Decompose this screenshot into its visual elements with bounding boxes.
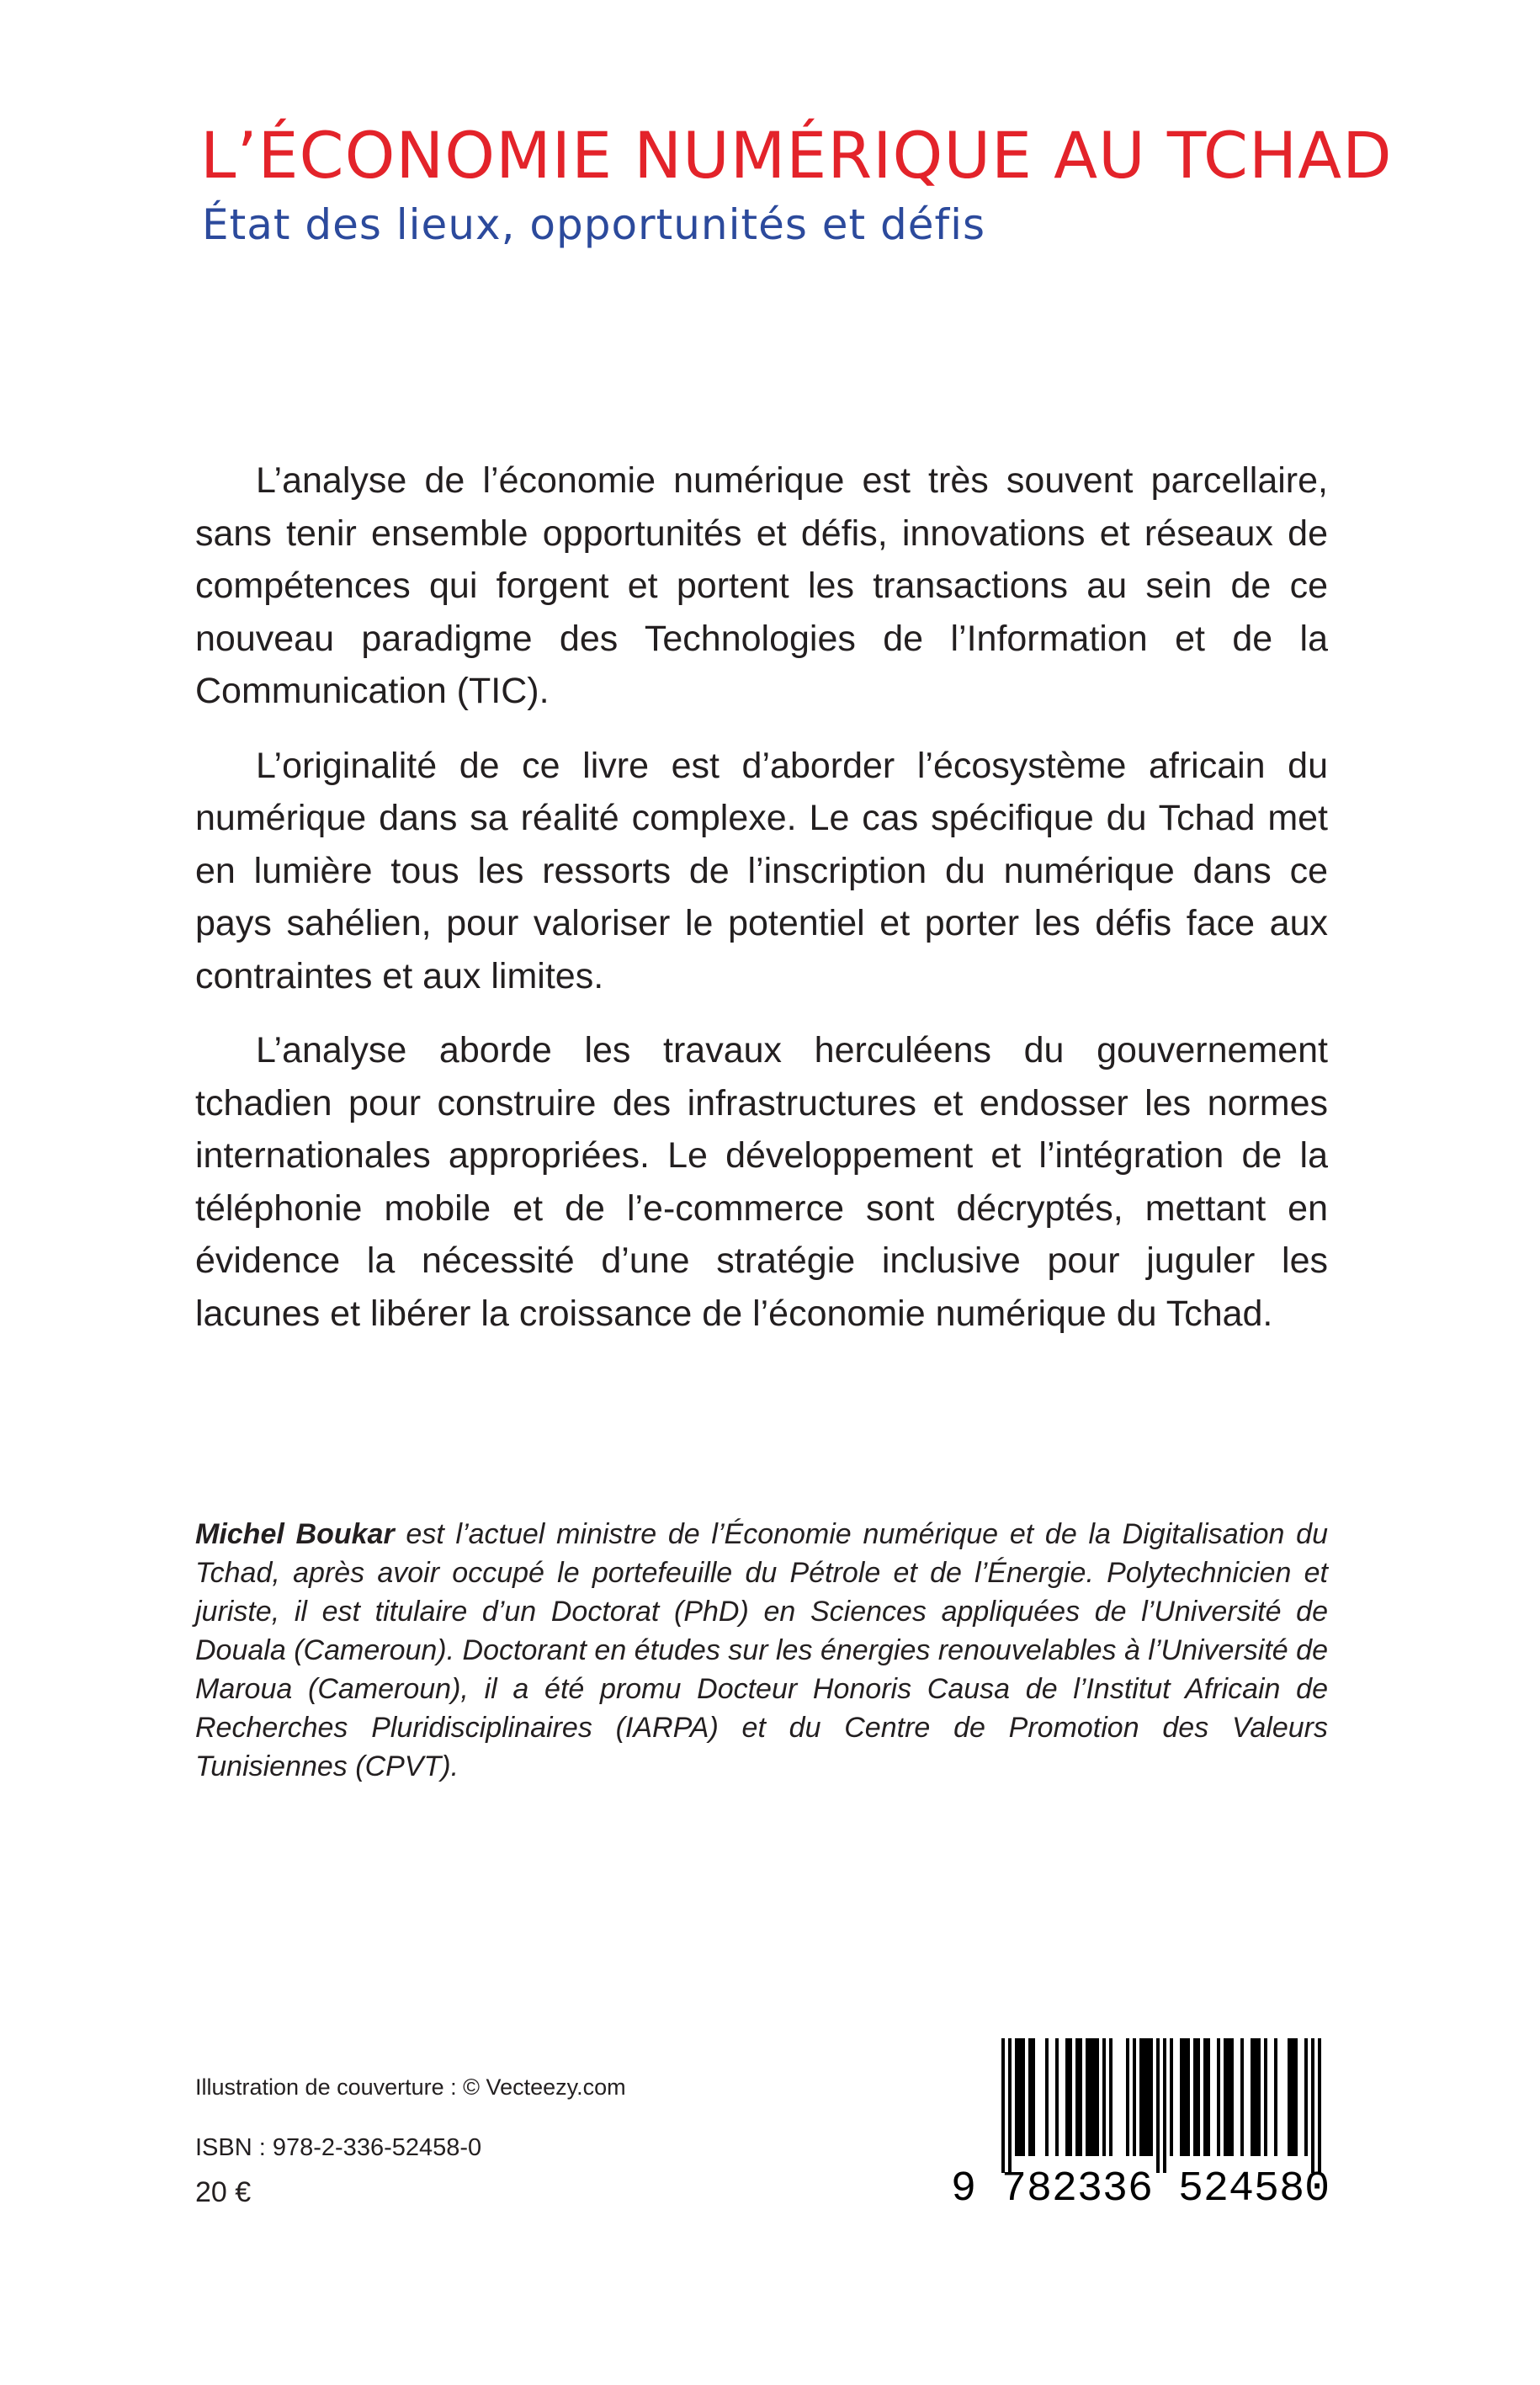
barcode-bar [1008,2038,1012,2173]
barcode-bar [1022,2038,1025,2156]
barcode-bar [1251,2038,1254,2156]
barcode-bar [1079,2038,1082,2156]
barcode-bar [1240,2038,1244,2156]
barcode-bar [1304,2038,1308,2156]
blurb-paragraph-2: L’originalité de ce livre est d’aborder l’écosystème africain du numérique dans sa réalité complexe. Le cas spécifique du Tchad met en lumière tous les ressorts de l’inscription du numérique dans ce pays sahélien, pour valoriser le potentiel et porter les défis face aux contraintes et aux limites. [195,745,1328,996]
barcode-bar [1257,2038,1261,2156]
barcode-bar [1227,2038,1230,2156]
barcode-bar [1274,2038,1277,2156]
barcode-bar [1183,2038,1187,2156]
barcode-bar [1197,2038,1200,2156]
barcode-bar [1203,2038,1207,2156]
barcode-bar [1146,2038,1150,2156]
cover-credit: Illustration de couverture : © Vecteezy.com [195,2074,626,2100]
barcode-bar [1230,2038,1234,2156]
barcode-bar [1086,2038,1089,2156]
barcode-bar [1075,2038,1079,2156]
barcode-bar [1143,2038,1146,2156]
barcode-bar [1065,2038,1069,2156]
barcode-bar [1032,2038,1035,2156]
author-name: Michel Boukar [195,1518,395,1550]
book-title: L’ÉCONOMIE NUMÉRIQUE AU TCHAD [200,118,1393,193]
barcode-bar [1318,2038,1321,2173]
barcode-bar [1001,2038,1005,2173]
author-bio [195,1515,1328,1786]
barcode-bar [1150,2038,1153,2156]
barcode-bar [1187,2038,1190,2156]
barcode-bar [1133,2038,1136,2156]
barcode-bar [1045,2038,1049,2156]
barcode-bar [1055,2038,1059,2156]
barcode-bar [1311,2038,1314,2173]
barcode-bar [1163,2038,1166,2173]
barcode-bar [1015,2038,1018,2156]
barcode-bar [1170,2038,1173,2156]
barcode-digits: 9 782336 524580 [951,2165,1330,2213]
barcode-bar [1018,2038,1022,2156]
barcode-bar [1102,2038,1106,2156]
barcode-bar [1156,2038,1160,2173]
barcode-bar [1207,2038,1210,2156]
barcode-bar [1109,2038,1113,2156]
barcode-bar [1139,2038,1143,2156]
barcode-bar [1254,2038,1257,2156]
blurb-paragraph-1: L’analyse de l’économie numérique est très souvent parcellaire, sans tenir ensemble opportunités et défis, innovations et réseaux de compétences qui forgent et portent les transactions au sein de ce nouveau paradigme des Technologies de l’Information et de la Communication (TIC). [195,460,1328,711]
barcode-bar [1217,2038,1220,2156]
barcode-bar [1180,2038,1183,2156]
isbn-barcode [951,2030,1338,2222]
barcode-bar [1288,2038,1291,2156]
blurb [195,454,1328,1362]
book-subtitle: État des lieux, opportunités et défis [202,200,986,249]
barcode-bar [1224,2038,1227,2156]
barcode-bar [1092,2038,1096,2156]
barcode-bar [1089,2038,1092,2156]
barcode-bar [1294,2038,1298,2156]
barcode-bar [1069,2038,1072,2156]
barcode-bar [1193,2038,1197,2156]
blurb-paragraph-3: L’analyse aborde les travaux herculéens du gouvernement tchadien pour construire des infrastructures et endosser les normes internationales appropriées. Le développement et l’intégration de la téléphonie mobile et de l’e-commerce sont décryptés, mettant en évidence la nécessité d’une stratégie inclusive pour juguler les lacunes et libérer la croissance de l’économie numérique du Tchad. [195,1030,1328,1334]
author-bio-text: est l’actuel ministre de l’Économie numérique et de la Digitalisation du Tchad, après avoir occupé le portefeuille du Pétrole et de l’Énergie. Polytechnicien et juriste, il est titulaire d’un Doctorat (PhD) en Sciences appliquées de l’Université de Douala (Cameroun). Doctorant en études sur les énergies renouvelables à l’Université de Maroua (Cameroun), il a été promu Docteur Honoris Causa de l’Institut Africain de Recherches Pluridisciplinaires (IARPA) et du Centre de Promotion des Valeurs Tunisiennes (CPVT). [195,1518,1328,1782]
barcode-bar [1291,2038,1294,2156]
barcode-bars [993,2038,1330,2173]
price: 20 € [195,2176,252,2208]
barcode-bar [1096,2038,1099,2156]
barcode-bar [1126,2038,1129,2156]
barcode-bar [1264,2038,1267,2156]
barcode-bar [1028,2038,1032,2156]
isbn: ISBN : 978-2-336-52458-0 [195,2134,482,2161]
